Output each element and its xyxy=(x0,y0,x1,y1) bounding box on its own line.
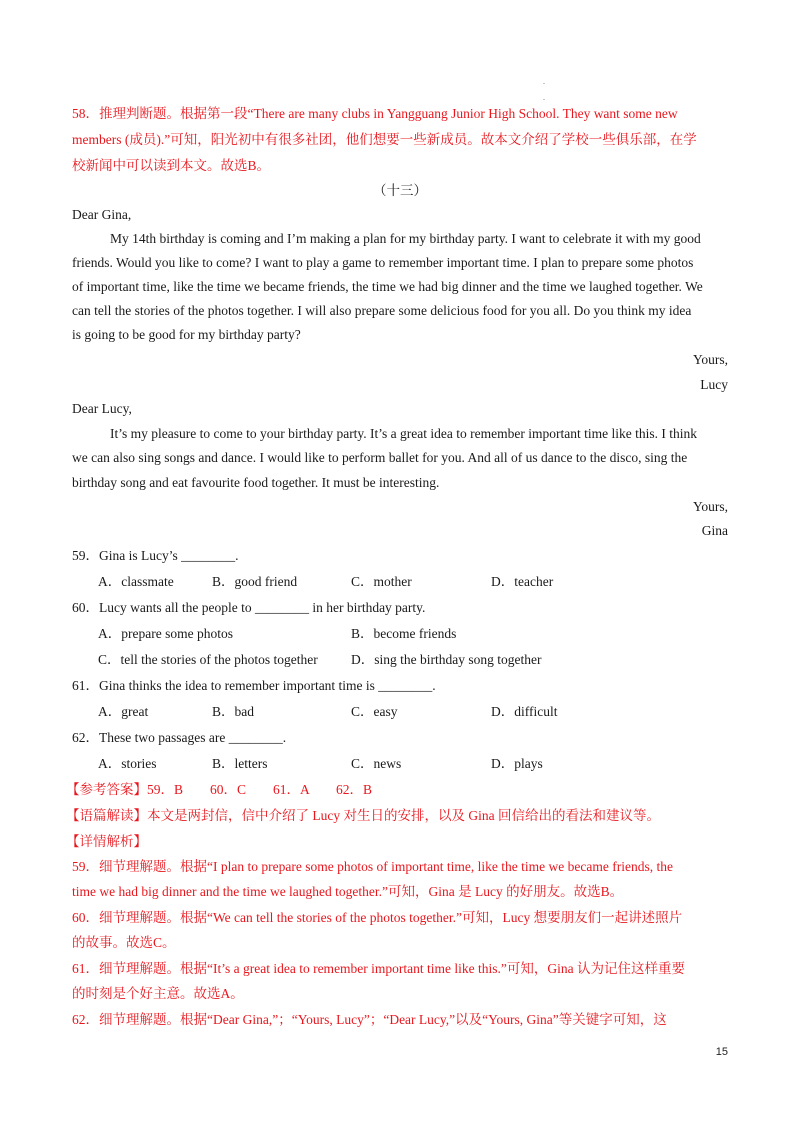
question-stem-62: 62．These two passages are ________. xyxy=(72,730,287,745)
letter2-body-line: birthday song and eat favourite food together. It must be interesting. xyxy=(72,475,440,490)
letter1-body-line: of important time, like the time we became friends, the time we had big dinner and the time we laughed together. We xyxy=(72,279,703,294)
letter1-closing: Yours, xyxy=(692,352,728,367)
answer-key xyxy=(66,780,372,800)
letter2-body-line: we can also sing songs and dance. I would like to perform ballet for you. And all of us dance to the disco, sing the xyxy=(72,450,688,465)
option-61-c: C．easy xyxy=(351,704,398,719)
option-62-b: B．letters xyxy=(212,756,268,771)
explanation-line: 的故事。故选C。 xyxy=(72,935,176,950)
option-59-c: C．mother xyxy=(351,574,412,589)
answer-key-label: 【参考答案】 xyxy=(66,782,147,797)
option-61-d: D．difficult xyxy=(491,704,558,719)
question-stem-59: 59．Gina is Lucy’s ________. xyxy=(72,548,239,563)
letter1-body-line: is going to be good for my birthday party? xyxy=(72,327,301,342)
option-61-b: B．bad xyxy=(212,704,254,719)
explanation-line: 61．细节理解题。根据“It’s a great idea to remember important time like this.”可知，Gina 认为记住这样重要 xyxy=(72,961,686,976)
option-59-b: B．good friend xyxy=(212,574,298,589)
explanation-line: 的时刻是个好主意。故选A。 xyxy=(72,986,244,1001)
interpretation-text: 本文是两封信，信中介绍了 Lucy 对生日的安排，以及 Gina 回信给出的看法和建议等。 xyxy=(147,808,660,823)
letter2-body-line: It’s my pleasure to come to your birthday party. It’s a great idea to remember important time like this. I think xyxy=(110,426,697,441)
explanation-line: 59．细节理解题。根据“I plan to prepare some photos of important time, like the time we became friends, the xyxy=(72,859,673,874)
letter1-body-line: friends. Would you like to come? I want to play a game to remember important time. I plan to prepare some photos xyxy=(72,255,694,270)
letter1-signature: Lucy xyxy=(700,377,728,392)
letter1-body-line: My 14th birthday is coming and I’m making a plan for my birthday party. I want to celebrate it with my good xyxy=(110,231,701,246)
explanation-line: time we had big dinner and the time we laughed together.”可知，Gina 是 Lucy 的好朋友。故选B。 xyxy=(72,884,624,899)
q58-explanation-line: members (成员).”可知，阳光初中有很多社团，他们想要一些新成员。故本文介绍了学校一些俱乐部，在学 xyxy=(72,132,697,147)
page-number: 15 xyxy=(715,1046,728,1058)
option-60-a: A．prepare some photos xyxy=(98,626,233,641)
option-60-d: D．sing the birthday song together xyxy=(351,652,542,667)
letter1-body-line: can tell the stories of the photos together. I will also prepare some delicious food for you all. Do you think my idea xyxy=(72,303,692,318)
analysis-label: 【详情解析】 xyxy=(66,834,147,849)
letter1-greeting: Dear Gina, xyxy=(72,207,132,222)
option-60-b: B．become friends xyxy=(351,626,457,641)
passage-interpretation xyxy=(66,806,660,826)
option-60-c: C．tell the stories of the photos together xyxy=(98,652,318,667)
q58-explanation-line: 校新闻中可以读到本文。故选B。 xyxy=(72,158,271,173)
answer-key-values: 59．B 60．C 61．A 62．B xyxy=(147,782,373,797)
option-62-a: A．stories xyxy=(98,756,157,771)
option-59-a: A．classmate xyxy=(98,574,174,589)
option-62-c: C．news xyxy=(351,756,402,771)
explanation-line: 60．细节理解题。根据“We can tell the stories of the photos together.”可知，Lucy 想要朋友们一起讲述照片 xyxy=(72,910,683,925)
q58-explanation-line: 58．推理判断题。根据第一段“There are many clubs in Yangguang Junior High School. They want some new xyxy=(72,106,678,121)
option-61-a: A．great xyxy=(98,704,149,719)
letter2-closing: Yours, xyxy=(692,499,728,514)
letter2-greeting: Dear Lucy, xyxy=(72,401,132,416)
question-stem-60: 60．Lucy wants all the people to ________ in her birthday party. xyxy=(72,600,426,615)
scan-mark: . xyxy=(543,77,545,86)
interpretation-label: 【语篇解读】 xyxy=(66,808,147,823)
section-title: （十三） xyxy=(373,183,427,198)
option-62-d: D．plays xyxy=(491,756,543,771)
letter2-signature: Gina xyxy=(701,523,728,538)
scan-mark: . xyxy=(543,93,545,102)
explanation-line: 62．细节理解题。根据“Dear Gina,”；“Yours, Lucy”；“Dear Lucy,”以及“Yours, Gina”等关键字可知，这 xyxy=(72,1012,667,1027)
option-59-d: D．teacher xyxy=(491,574,554,589)
question-stem-61: 61．Gina thinks the idea to remember important time is ________. xyxy=(72,678,436,693)
